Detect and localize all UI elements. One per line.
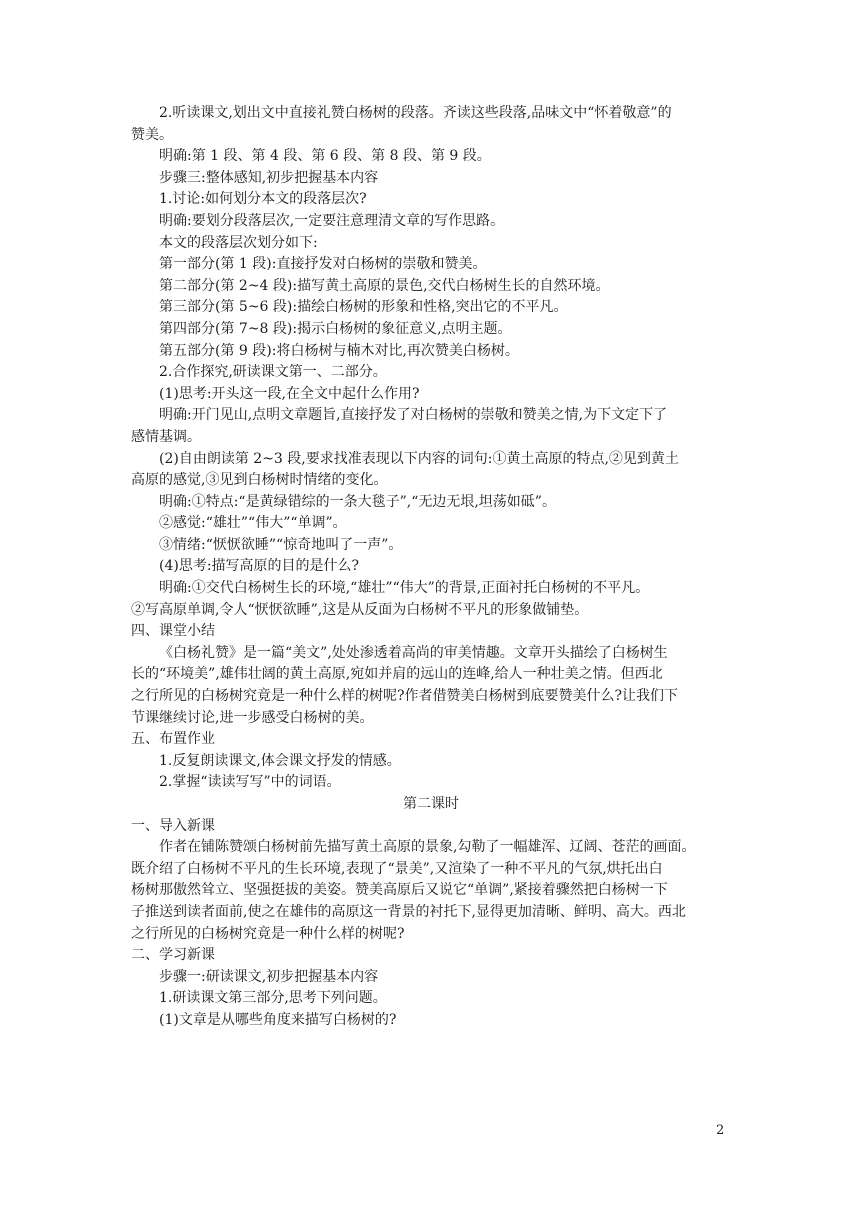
- text-line: 二、学习新课: [131, 947, 215, 964]
- text-line: (1)文章是从哪些角度来描写白杨树的?: [159, 1011, 397, 1028]
- text-line: 第二课时: [403, 796, 459, 812]
- text-line: 节课继续讨论,进一步感受白杨树的美。: [131, 709, 374, 726]
- text-line: ②感觉:“雄壮”“伟大”“单调”。: [159, 515, 347, 532]
- text-line: 1.讨论:如何划分本文的段落层次?: [159, 191, 367, 208]
- text-line: 作者在铺陈赞颂白杨树前先描写黄土高原的景象,勾勒了一幅雄浑、辽阔、苍茫的画面。: [159, 839, 696, 856]
- text-line: 第一部分(第 1 段):直接抒发对白杨树的崇敬和赞美。: [159, 256, 487, 273]
- text-line: 长的“环境美”,雄伟壮阔的黄土高原,宛如并肩的远山的连峰,给人一种壮美之情。但西北: [131, 666, 663, 683]
- text-line: 第三部分(第 5~6 段):描绘白杨树的形象和性格,突出它的不平凡。: [159, 299, 568, 316]
- text-line: 一、导入新课: [131, 817, 215, 834]
- text-line: 明确:①交代白杨树生长的环境,“雄壮”“伟大”的背景,正面衬托白杨树的不平凡。: [159, 580, 650, 597]
- text-line: 2.合作探究,研读课文第一、二部分。: [159, 364, 387, 381]
- text-line: 明确:要划分段落层次,一定要注意理清文章的写作思路。: [159, 212, 505, 229]
- text-line: 既介绍了白杨树不平凡的生长环境,表现了“景美”,又渲染了一种不平凡的气氛,烘托出白: [131, 860, 663, 877]
- text-line: ②写高原单调,令人“恹恹欲睡”,这是从反面为白杨树不平凡的形象做铺垫。: [131, 601, 589, 618]
- text-line: 2.听读课文,划出文中直接礼赞白杨树的段落。齐读这些段落,品味文中“怀着敬意”的: [159, 105, 672, 121]
- text-line: 步骤一:研读课文,初步把握基本内容: [159, 968, 379, 985]
- page-number: 2: [716, 1123, 725, 1138]
- text-line: 杨树那傲然耸立、坚强挺拔的美姿。赞美高原后又说它“单调”,紧接着骤然把白杨树一下: [131, 882, 668, 899]
- text-line: 明确:①特点:“是黄绿错综的一条大毯子”,“无边无垠,坦荡如砥”。: [159, 493, 556, 510]
- text-line: 1.研读课文第三部分,思考下列问题。: [159, 990, 387, 1007]
- text-line: 高原的感觉,③见到白杨树时情绪的变化。: [131, 472, 388, 489]
- text-line: (2)自由朗读第 2~3 段,要求找准表现以下内容的词句:①黄土高原的特点,②见到黄土: [159, 450, 679, 467]
- text-line: 四、课堂小结: [131, 623, 215, 640]
- text-line: 明确:第 1 段、第 4 段、第 6 段、第 8 段、第 9 段。: [159, 148, 491, 165]
- text-line: 第二部分(第 2~4 段):描写黄土高原的景色,交代白杨树生长的自然环境。: [159, 277, 610, 294]
- text-line: 第四部分(第 7~8 段):揭示白杨树的象征意义,点明主题。: [159, 320, 512, 337]
- text-line: 之行所见的白杨树究竟是一种什么样的树呢?: [131, 925, 405, 942]
- text-line: 《白杨礼赞》是一篇“美文”,处处渗透着高尚的审美情趣。文章开头描绘了白杨树生: [159, 644, 668, 661]
- text-line: 子推送到读者面前,使之在雄伟的高原这一背景的衬托下,显得更加清晰、鲜明、高大。西北: [131, 903, 686, 920]
- text-line: 步骤三:整体感知,初步把握基本内容: [159, 169, 379, 186]
- text-line: 第五部分(第 9 段):将白杨树与楠木对比,再次赞美白杨树。: [159, 342, 519, 359]
- text-line: 感情基调。: [131, 428, 201, 445]
- document-body: [131, 103, 731, 1032]
- text-line: (4)思考:描写高原的目的是什么?: [159, 558, 360, 575]
- text-line: 五、布置作业: [131, 731, 215, 748]
- text-line: ③情绪:“恹恹欲睡”“惊奇地叫了一声”。: [159, 536, 403, 553]
- text-line: 2.掌握“读读写写”中的词语。: [159, 774, 341, 791]
- text-line: (1)思考:开头这一段,在全文中起什么作用?: [159, 385, 420, 402]
- text-line: 明确:开门见山,点明文章题旨,直接抒发了对白杨树的崇敬和赞美之情,为下文定下了: [159, 407, 668, 424]
- text-line: 本文的段落层次划分如下:: [159, 234, 318, 251]
- text-line: 赞美。: [131, 126, 173, 143]
- text-line: 之行所见的白杨树究竟是一种什么样的树呢?作者借赞美白杨树到底要赞美什么?让我们下: [131, 688, 679, 705]
- text-line: 1.反复朗读课文,体会课文抒发的情感。: [159, 752, 401, 769]
